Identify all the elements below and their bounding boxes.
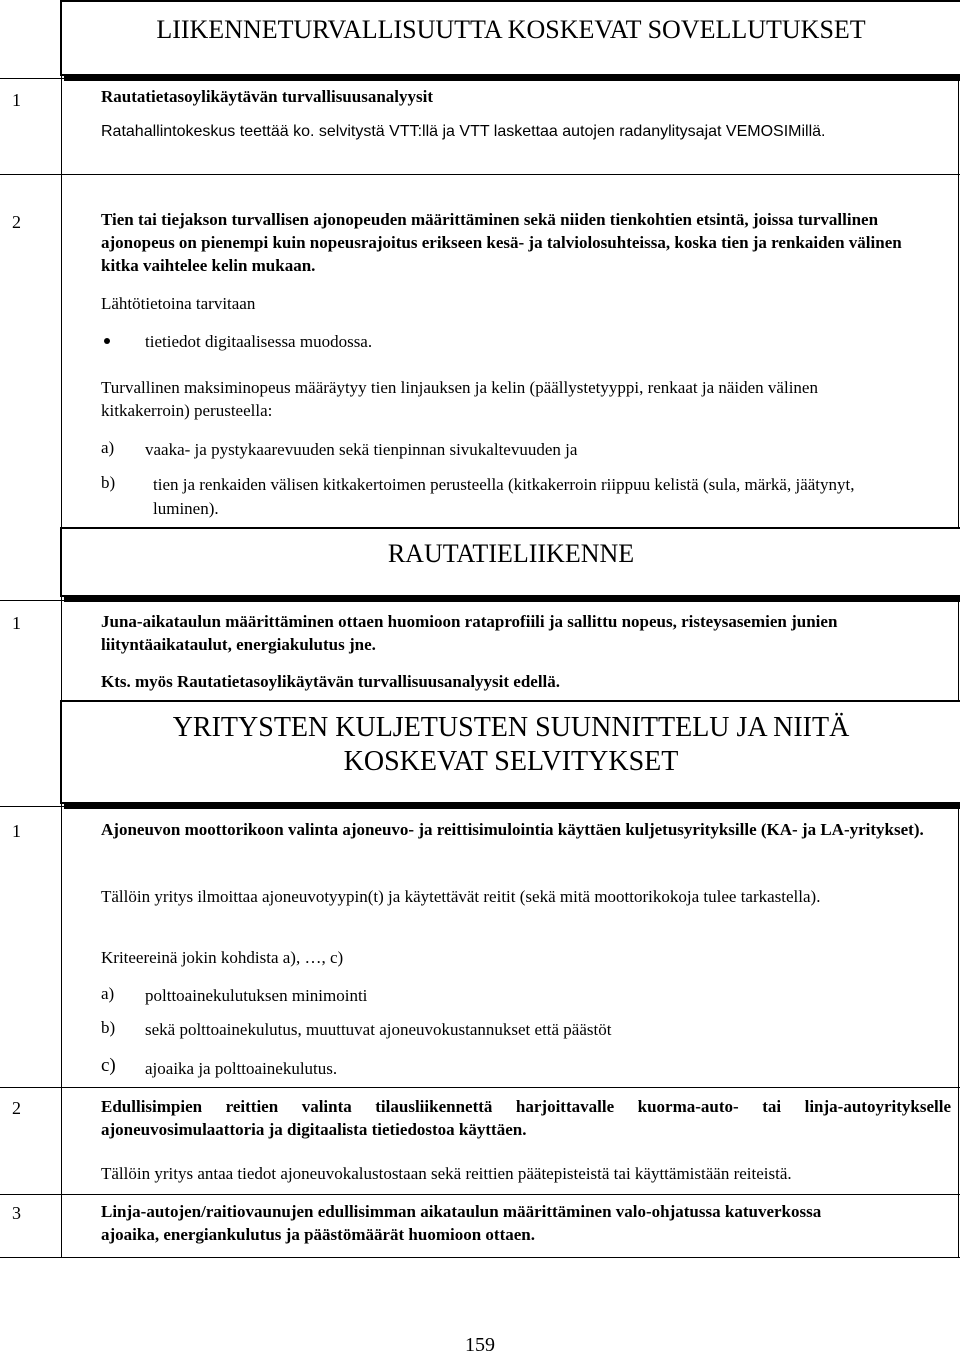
item-title: Linja-autojen/raitiovaunujen edullisimman aikataulun määrittäminen valo-ohjatussa katuverkossa ajoaika, energiankulutus ja päästömäärät huomioon ottaen. xyxy=(101,1202,822,1244)
row-divider xyxy=(0,1257,960,1258)
section-heading: LIIKENNETURVALLISUUTTA KOSKEVAT SOVELLUTUKSET xyxy=(156,15,866,44)
row-divider xyxy=(0,806,960,807)
intro-text: Lähtötietoina tarvitaan xyxy=(101,294,256,313)
row-divider xyxy=(0,1194,960,1195)
row-divider xyxy=(0,1087,960,1088)
section-heading-box xyxy=(60,527,960,597)
item-number: 2 xyxy=(12,212,21,232)
page-number: 159 xyxy=(465,1334,495,1356)
right-border-line xyxy=(958,0,959,1258)
list-text: polttoainekulutuksen minimointi xyxy=(145,986,368,1005)
paragraph: Tällöin yritys ilmoittaa ajoneuvotyypin(t) ja käytettävät reitit (sekä mitä moottorikokoja tulee tarkastella). xyxy=(101,887,821,906)
section-heading: RAUTATIELIIKENNE xyxy=(387,539,635,568)
item-number: 1 xyxy=(12,613,21,633)
left-column-line xyxy=(61,0,62,1258)
list-label: b) xyxy=(101,473,116,492)
row-divider xyxy=(0,174,960,175)
list-label: c) xyxy=(101,1055,116,1076)
row-divider xyxy=(0,78,960,79)
paragraph: Turvallinen maksiminopeus määräytyy tien linjauksen ja kelin (päällystetyyppi, renkaat ja näiden välinen kitkakerroin) perusteella: xyxy=(101,378,818,420)
item-number: 1 xyxy=(12,821,21,841)
paragraph: Tällöin yritys antaa tiedot ajoneuvokalustostaan sekä reittien päätepisteistä tai käyttämistään reiteistä. xyxy=(101,1164,792,1183)
section-heading-box xyxy=(60,0,960,76)
item-number: 2 xyxy=(12,1098,21,1118)
item-title: Edullisimpien reittien valinta tilausliikennettä harjoittavalle kuorma-auto- tai linja-autoyritykselle ajoneuvosimulaattoria ja digitaalista tietiedostoa käyttäen. xyxy=(101,1097,951,1139)
item-number: 3 xyxy=(12,1203,21,1223)
item-title: Rautatietasoylikäytävän turvallisuusanalyysit xyxy=(101,87,434,106)
list-text: vaaka- ja pystykaarevuuden sekä tienpinnan sivukaltevuuden ja xyxy=(145,440,578,459)
item-title: Juna-aikataulun määrittäminen ottaen huomioon rataprofiili ja sallittu nopeus, risteysasemien junien liityntäaikataulut, energiakulutus jne. xyxy=(101,612,838,654)
item-title: Tien tai tiejakson turvallisen ajonopeuden määrittäminen sekä niiden tienkohtien etsintä, joissa turvallinen ajonopeus on pienempi kuin nopeusrajoitus erikseen kesä- ja talviolosuhteissa, koska tien ja renkaiden välinen kitka vaihtelee kelin mukaan. xyxy=(101,210,902,275)
item-title: Ajoneuvon moottorikoon valinta ajoneuvo- ja reittisimulointia käyttäen kuljetusyrityksille (KA- ja LA-yritykset). xyxy=(101,820,924,839)
criteria-text: Kriteereinä jokin kohdista a), …, c) xyxy=(101,948,344,967)
row-divider xyxy=(0,600,960,601)
section-heading-line2: KOSKEVAT SELVITYKSET xyxy=(343,746,679,777)
section-heading-line1: YRITYSTEN KULJETUSTEN SUUNNITTELU JA NIITÄ xyxy=(172,712,850,743)
bullet-icon xyxy=(104,338,110,344)
list-text: sekä polttoainekulutus, muuttuvat ajoneuvokustannukset että päästöt xyxy=(145,1020,612,1039)
list-label: a) xyxy=(101,984,115,1003)
list-label: a) xyxy=(101,438,115,457)
list-text: tien ja renkaiden välisen kitkakertoimen perusteella (kitkakerroin riippuu kelistä (sula, märkä, jäätynyt, luminen). xyxy=(153,475,855,518)
item-note: Kts. myös Rautatietasoylikäytävän turvallisuusanalyysit edellä. xyxy=(101,672,561,691)
bullet-text: tietiedot digitaalisessa muodossa. xyxy=(145,332,373,351)
list-label: b) xyxy=(101,1018,116,1037)
list-text: ajoaika ja polttoainekulutus. xyxy=(145,1059,338,1078)
item-number: 1 xyxy=(12,90,21,110)
item-body: Ratahallintokeskus teettää ko. selvitystä VTT:llä ja VTT laskettaa autojen radanylitysajat VEMOSIMillä. xyxy=(101,123,826,140)
section-heading-box xyxy=(60,700,960,804)
